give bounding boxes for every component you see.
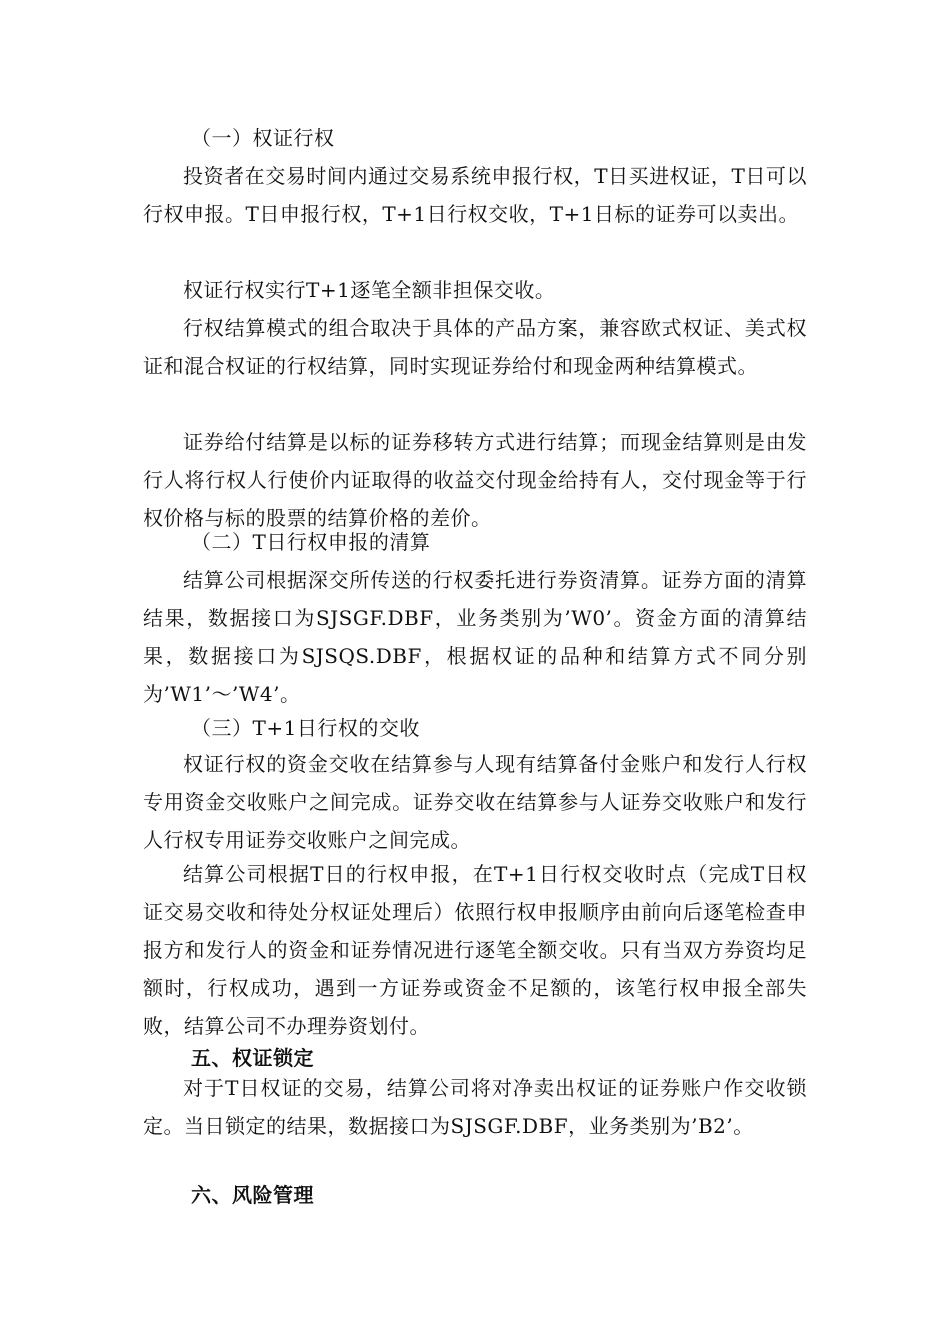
paragraph-settlement-combination: 行权结算模式的组合取决于具体的产品方案，兼容欧式权证、美式权证和混合权证的行权结算，同时实现证券给付和现金两种结算模式。 <box>143 316 807 378</box>
subheading-t1-settlement: （三）T+1日行权的交收 <box>191 716 420 740</box>
paragraph-settlement-accounts: 权证行权的资金交收在结算参与人现有结算备付金账户和发行人行权专用资金交收账户之间完成。证券交收在结算参与人证券交收账户和发行人行权专用证券交收账户之间完成。 <box>143 752 807 852</box>
paragraph-warrant-lock: 对于T日权证的交易，结算公司将对净卖出权证的证券账户作交收锁定。当日锁定的结果，数据接口为SJSGF.DBF，业务类别为’B2’。 <box>143 1076 807 1138</box>
paragraph-delivery-vs-cash: 证券给付结算是以标的证券移转方式进行结算；而现金结算则是由发行人将行权人行使价内证取得的收益交付现金给持有人，交付现金等于行权价格与标的股票的结算价格的差价。 <box>143 430 807 530</box>
section-heading-risk-management: 六、风险管理 <box>191 1183 314 1207</box>
paragraph-exercise-declaration: 投资者在交易时间内通过交易系统申报行权，T日买进权证，T日可以行权申报。T日申报行权，T+1日行权交收，T+1日标的证券可以卖出。 <box>143 164 807 226</box>
subheading-t-day-clearing: （二）T日行权申报的清算 <box>191 530 431 554</box>
paragraph-settlement-procedure: 结算公司根据T日的行权申报，在T+1日行权交收时点（完成T日权证交易交收和待处分权证处理后）依照行权申报顺序由前向后逐笔检查申报方和发行人的资金和证券情况进行逐笔全额交收。只有当双方券资均足额时，行权成功，遇到一方证券或资金不足额的，该笔行权申报全部失败，结算公司不办理券资划付。 <box>143 862 807 1038</box>
subheading-warrant-exercise: （一）权证行权 <box>191 126 335 150</box>
paragraph-clearing-results: 结算公司根据深交所传送的行权委托进行券资清算。证券方面的清算结果，数据接口为SJSGF.DBF，业务类别为’W0’。资金方面的清算结果，数据接口为SJSQS.DBF，根据权证的品种和结算方式不同分别为’W1’～’W4’。 <box>143 568 807 706</box>
section-heading-warrant-lock: 五、权证锁定 <box>191 1046 314 1070</box>
paragraph-settlement-mode: 权证行权实行T+1逐笔全额非担保交收。 <box>183 278 556 302</box>
